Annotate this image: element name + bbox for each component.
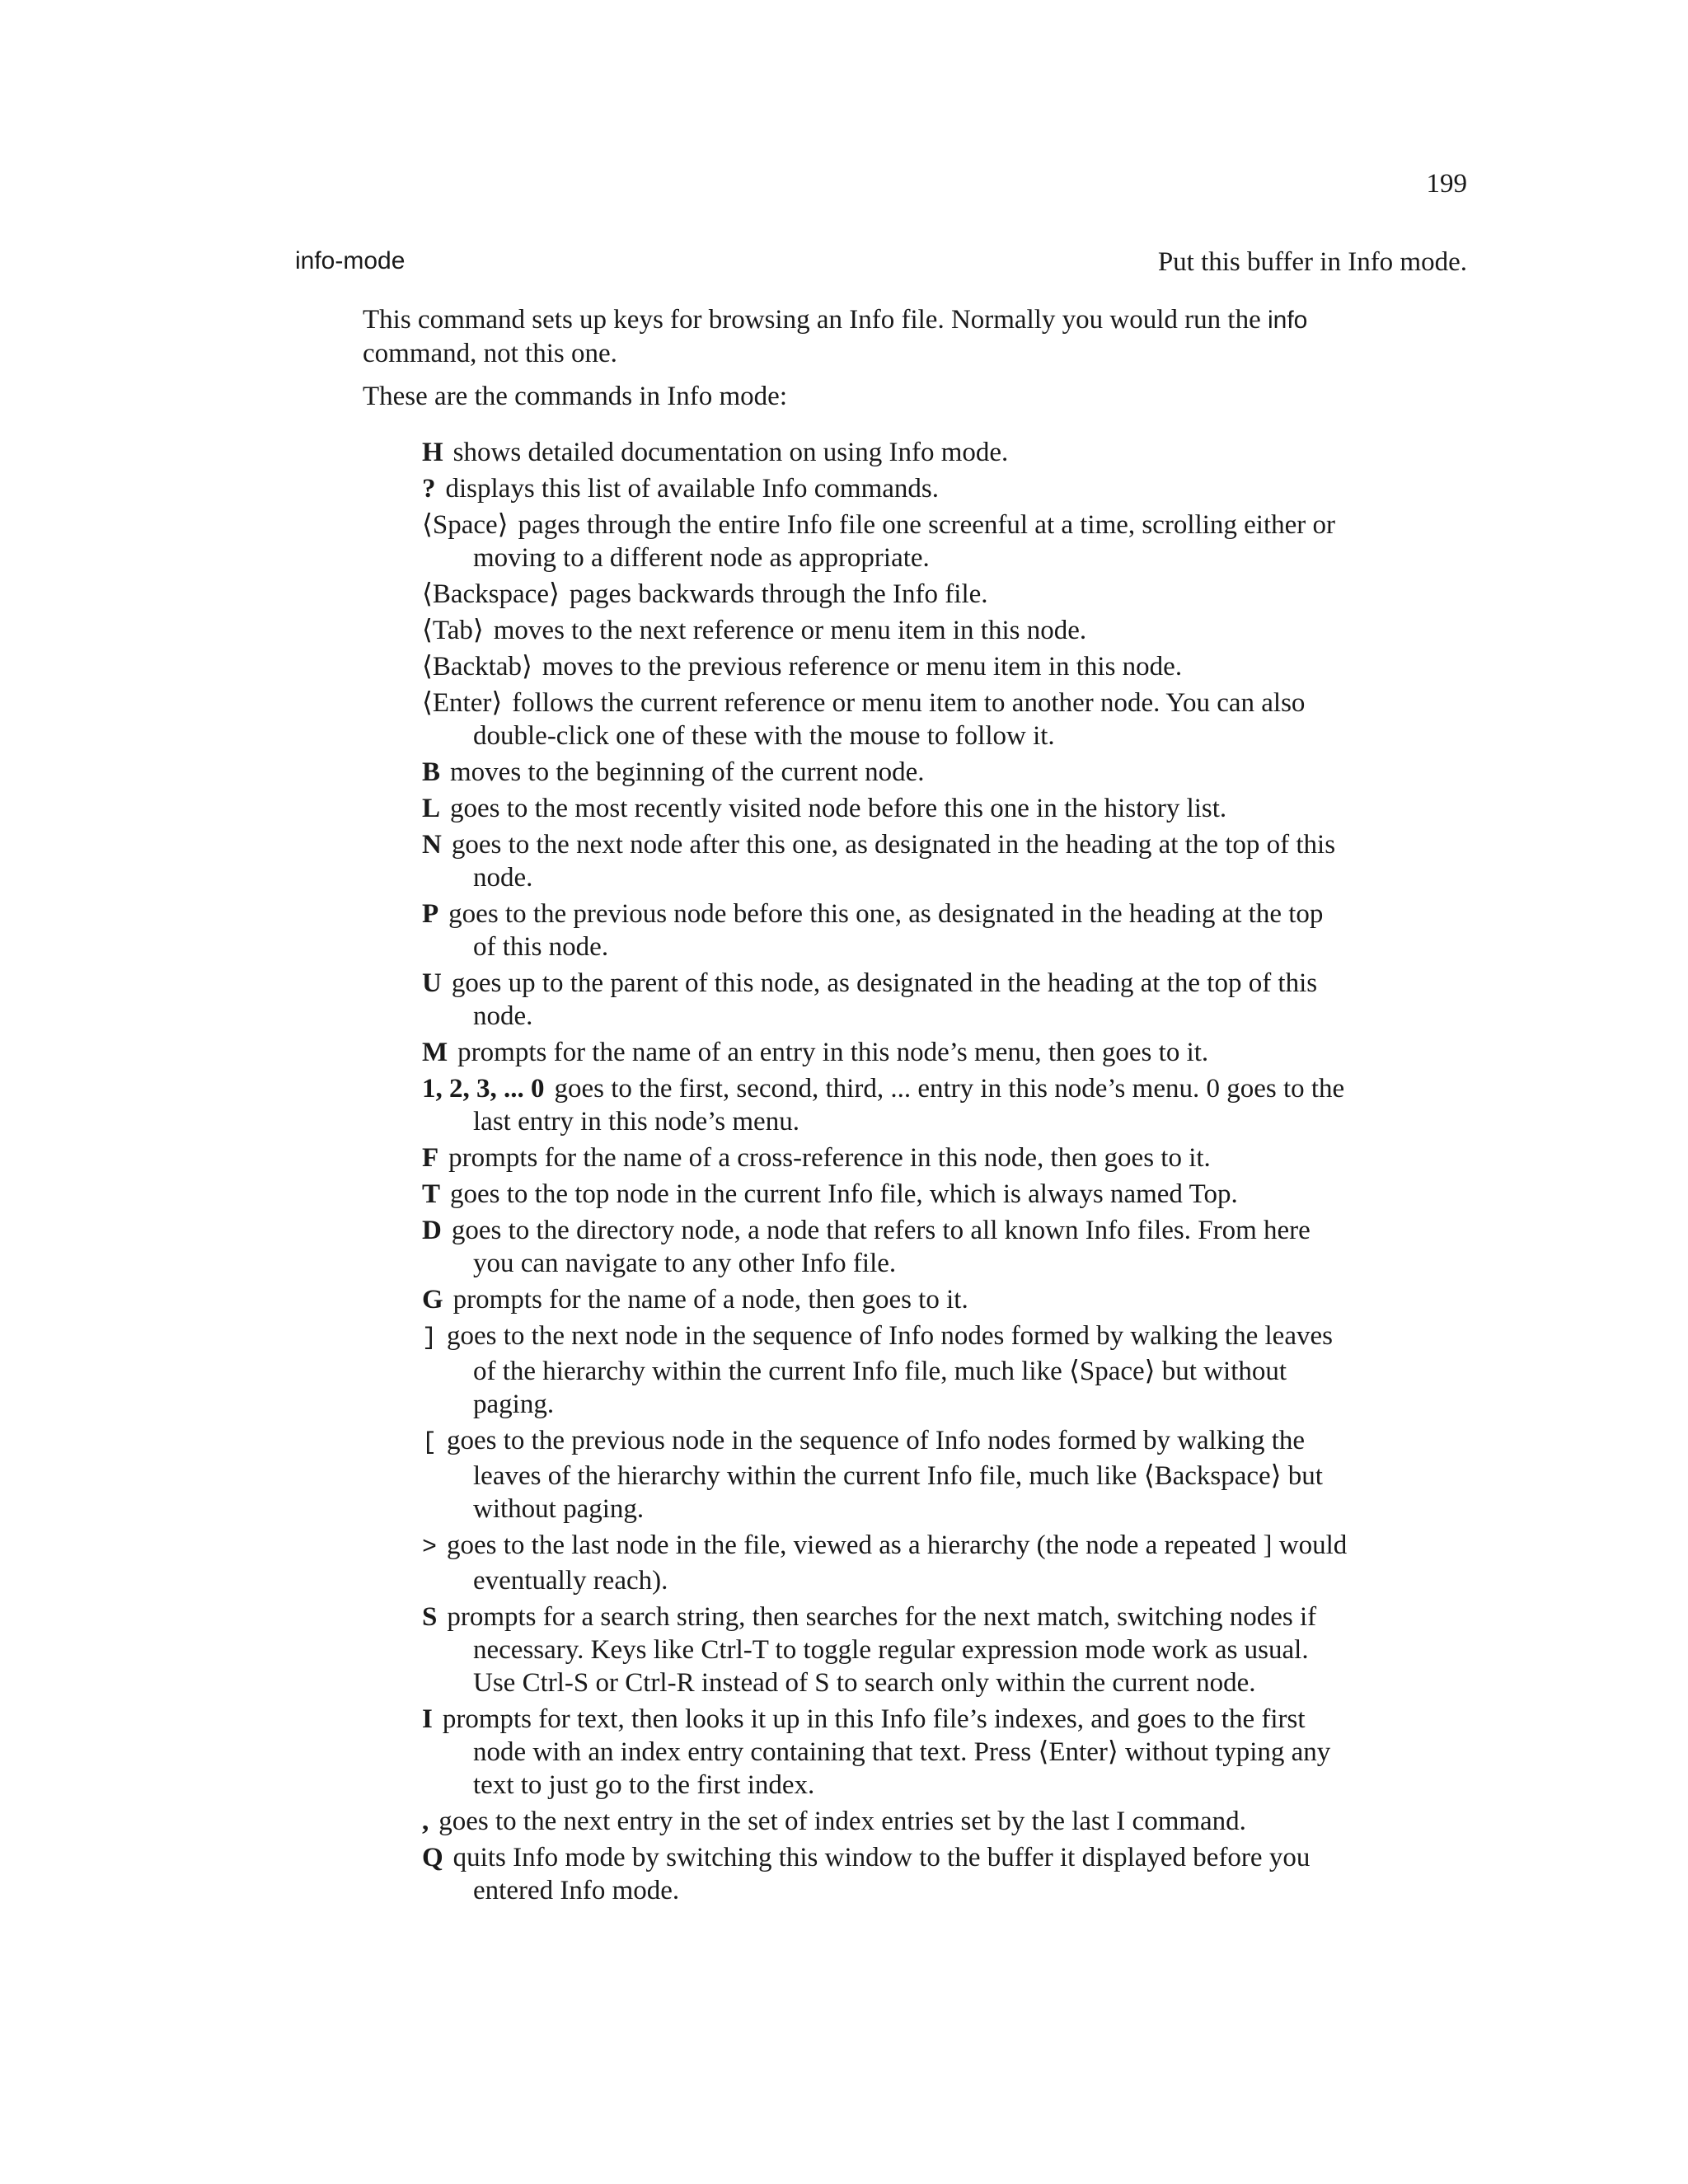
command-item xyxy=(422,967,1352,1033)
command-key: M xyxy=(422,1038,448,1067)
command-item xyxy=(422,828,1352,894)
command-description: prompts for the name of a node, then goes to it. xyxy=(452,1285,968,1315)
command-description: prompts for text, then looks it up in this Info file’s indexes, and goes to the first node with an index entry containing that text. Press ⟨Enter⟩ without typing any text to just go to the first index. xyxy=(442,1704,1331,1800)
page-number: 199 xyxy=(1426,169,1467,199)
command-key: S xyxy=(422,1602,438,1632)
command-description: goes to the next node after this one, as designated in the heading at the top of this node. xyxy=(451,830,1336,893)
intro-text-end: command, not this one. xyxy=(363,339,617,368)
command-item xyxy=(422,472,1352,505)
command-description: goes to the next entry in the set of index entries set by the last I command. xyxy=(438,1807,1246,1836)
command-description: pages backwards through the Info file. xyxy=(569,579,988,609)
command-description: moves to the beginning of the current node. xyxy=(450,757,925,787)
command-description: goes to the directory node, a node that refers to all known Info files. From here you can navigate to any other Info file. xyxy=(451,1216,1311,1278)
command-key: 1, 2, 3, ... 0 xyxy=(422,1074,545,1104)
command-description: displays this list of available Info commands. xyxy=(445,474,939,504)
command-description: pages through the entire Info file one screenful at a time, scrolling either or moving to a different node as appropriate. xyxy=(473,510,1336,573)
command-description: goes to the previous node in the sequence of Info nodes formed by walking the leaves of the hierarchy within the current Info file, much like ⟨Backspace⟩ but without paging. xyxy=(447,1426,1323,1524)
command-item xyxy=(422,1703,1352,1802)
command-key: ⟨Tab⟩ xyxy=(422,616,484,645)
commands-intro: These are the commands in Info mode: xyxy=(363,382,787,411)
command-item xyxy=(422,687,1352,752)
command-item xyxy=(422,1601,1352,1699)
command-item xyxy=(422,1841,1352,1907)
command-key: T xyxy=(422,1179,441,1209)
command-description: goes to the last node in the file, viewed as a hierarchy (the node a repeated ] would eventually reach). xyxy=(447,1530,1348,1596)
command-key: L xyxy=(422,794,441,823)
definition-header xyxy=(295,247,1467,284)
command-key: P xyxy=(422,899,439,929)
command-item xyxy=(422,1319,1352,1421)
command-key: B xyxy=(422,757,441,787)
command-description: goes to the most recently visited node before this one in the history list. xyxy=(450,794,1227,823)
command-key: ⟨Space⟩ xyxy=(422,510,509,540)
command-list xyxy=(363,436,1352,1907)
command-key: N xyxy=(422,830,442,860)
intro-paragraph xyxy=(363,303,1352,370)
info-command-code: info xyxy=(1267,307,1308,334)
command-item xyxy=(422,509,1352,574)
command-description: moves to the previous reference or menu item in this node. xyxy=(542,652,1183,682)
command-description: quits Info mode by switching this window to the buffer it displayed before you entered Info mode. xyxy=(452,1843,1311,1905)
command-description: follows the current reference or menu item to another node. You can also double-click one of these with the mouse to follow it. xyxy=(473,688,1306,751)
command-item xyxy=(422,578,1352,611)
intro-text: This command sets up keys for browsing an Info file. Normally you would run the xyxy=(363,305,1268,335)
command-item xyxy=(422,898,1352,963)
command-key: ? xyxy=(422,474,436,504)
command-item xyxy=(422,650,1352,683)
command-key: ] xyxy=(422,1324,438,1352)
command-key: ⟨Enter⟩ xyxy=(422,688,503,718)
command-key: ⟨Backspace⟩ xyxy=(422,579,560,609)
command-description: prompts for the name of an entry in this node’s menu, then goes to it. xyxy=(457,1038,1209,1067)
command-item xyxy=(422,1283,1352,1316)
command-key: Q xyxy=(422,1843,443,1872)
command-item xyxy=(422,1214,1352,1280)
command-item xyxy=(422,614,1352,647)
command-description: goes up to the parent of this node, as designated in the heading at the top of this node. xyxy=(451,968,1318,1031)
command-item xyxy=(422,1424,1352,1526)
command-description: shows detailed documentation on using Info mode. xyxy=(452,438,1009,467)
command-key: [ xyxy=(422,1429,438,1457)
command-key: F xyxy=(422,1143,439,1173)
command-key: H xyxy=(422,438,443,467)
command-key: ⟨Backtab⟩ xyxy=(422,652,532,682)
command-key: G xyxy=(422,1285,443,1315)
definition-body xyxy=(363,303,1352,1910)
command-item xyxy=(422,1036,1352,1069)
command-item xyxy=(422,756,1352,789)
command-description: prompts for a search string, then searches for the next match, switching nodes if necessary. Keys like Ctrl-T to toggle regular expression mode work as usual. Use Ctrl-S or Ctrl-R instead of S to search only within the current node. xyxy=(447,1602,1317,1698)
command-description: goes to the previous node before this one, as designated in the heading at the top of this node. xyxy=(448,899,1324,962)
command-description: goes to the next node in the sequence of Info nodes formed by walking the leaves of the hierarchy within the current Info file, much like ⟨Space⟩ but without paging. xyxy=(447,1321,1333,1419)
command-key: I xyxy=(422,1704,433,1734)
command-description: goes to the top node in the current Info file, which is always named Top. xyxy=(450,1179,1238,1209)
command-item xyxy=(422,1529,1352,1597)
command-item xyxy=(422,1178,1352,1211)
command-description: prompts for the name of a cross-reference in this node, then goes to it. xyxy=(448,1143,1211,1173)
definition-name: info-mode xyxy=(295,247,406,274)
command-key: D xyxy=(422,1216,442,1245)
definition-category: Put this buffer in Info mode. xyxy=(1157,247,1467,277)
command-item xyxy=(422,792,1352,825)
command-item xyxy=(422,1072,1352,1138)
command-key: > xyxy=(422,1534,438,1562)
command-item xyxy=(422,1805,1352,1838)
command-key: U xyxy=(422,968,442,998)
command-item xyxy=(422,436,1352,469)
command-description: goes to the first, second, third, ... entry in this node’s menu. 0 goes to the last entry in this node’s menu. xyxy=(473,1074,1345,1137)
command-key: , xyxy=(422,1807,429,1836)
command-item xyxy=(422,1141,1352,1174)
command-description: moves to the next reference or menu item in this node. xyxy=(493,616,1087,645)
